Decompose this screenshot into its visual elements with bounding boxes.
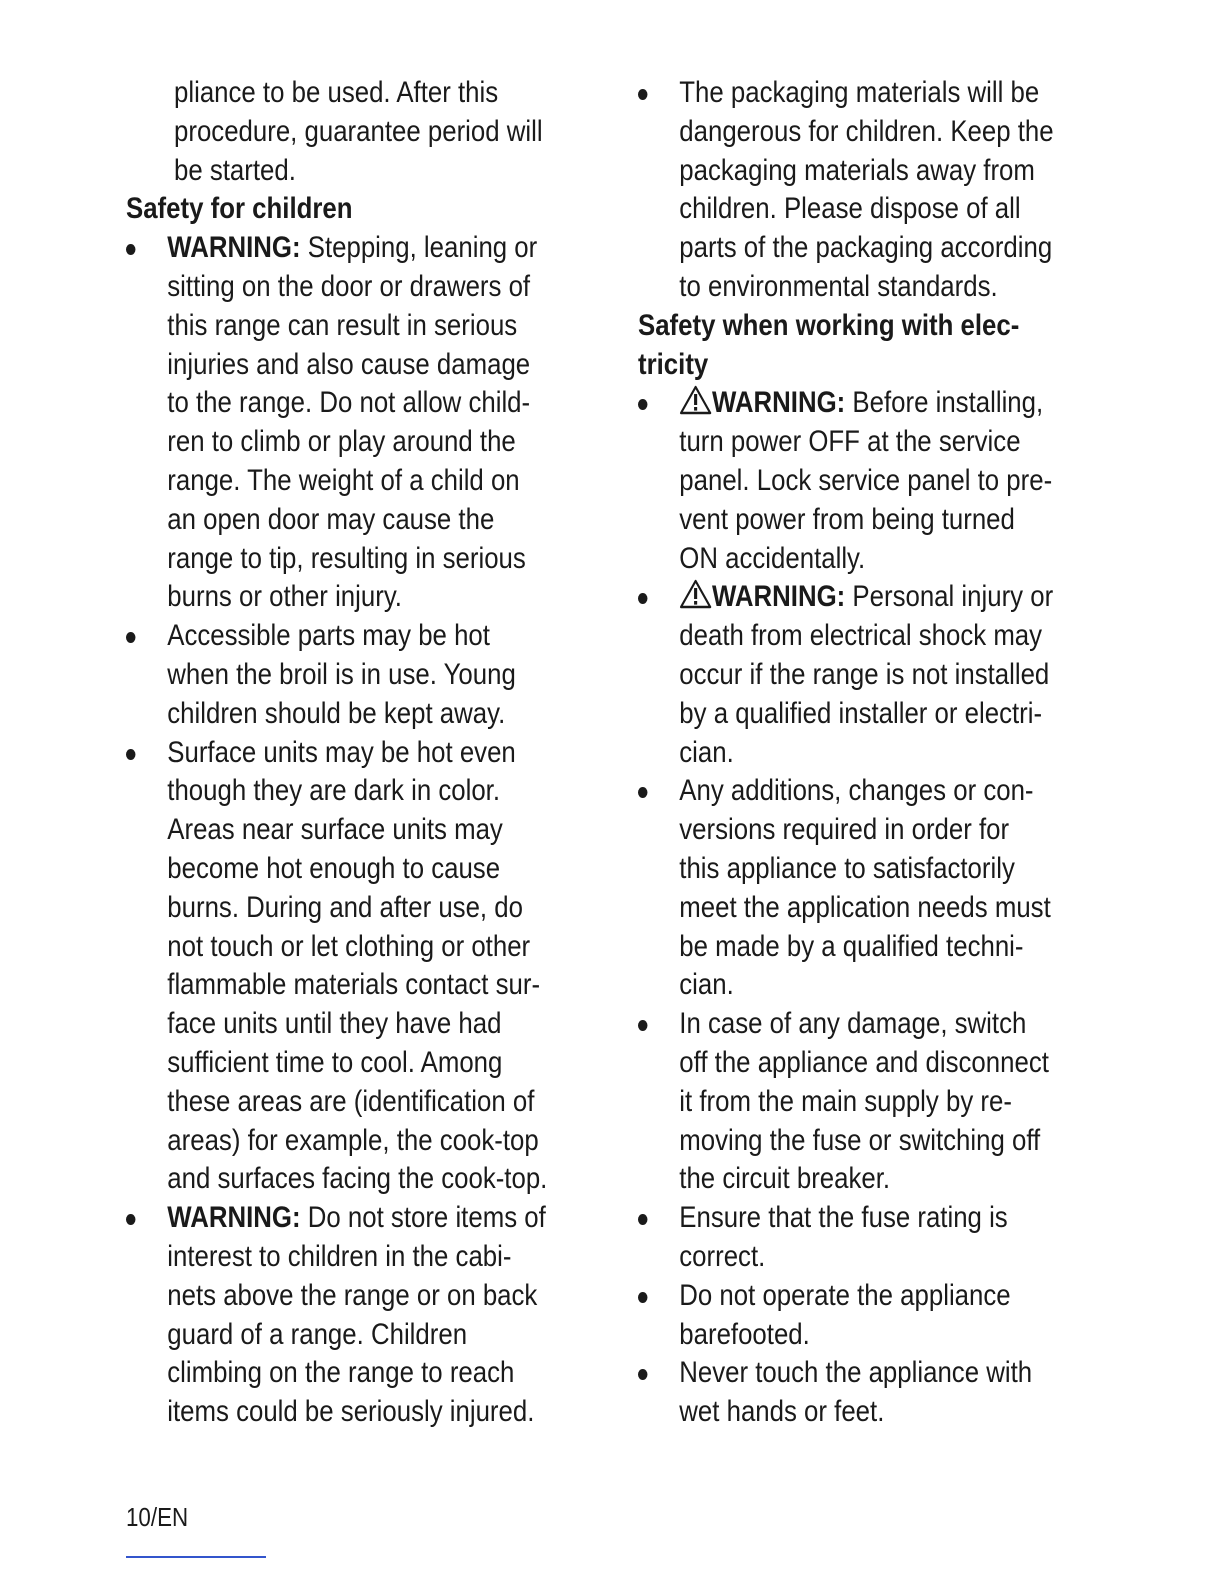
text-line: face units until they have had [167,1007,502,1041]
text-line: these areas are (identification of [167,1084,535,1118]
text-line: an open door may cause the [167,502,495,536]
text-line: Ensure that the fuse rating is [679,1201,1008,1235]
list-item [126,1199,595,1432]
text-line: Accessible parts may be hot [167,619,490,653]
warning-label: WARNING: [711,580,846,614]
packaging-list [638,74,1097,307]
text-line: procedure, guarantee period will [174,114,543,148]
bullet-icon [126,749,135,760]
list-item [638,74,1097,307]
bullet-icon [126,632,135,643]
text-line: moving the fuse or switching off [679,1123,1041,1157]
continued-paragraph [174,74,643,190]
text-line: it from the main supply by re- [679,1084,1012,1118]
bullet-icon [638,1292,647,1303]
text-line: Any additions, changes or con- [679,774,1034,808]
text-line: Areas near surface units may [167,813,503,847]
text-line: when the broil is in use. Young [167,657,516,691]
text-line: meet the application needs must [679,890,1051,924]
bullet-icon [126,244,135,255]
footer-rule [126,1556,266,1558]
warning-label: WARNING: [711,386,846,420]
bullet-icon [638,89,647,100]
text-line: burns or other injury. [167,580,402,614]
text-line: though they are dark in color. [167,774,501,808]
text-line: nets above the range or on back [167,1278,538,1312]
text-line: turn power OFF at the service [679,425,1021,459]
bullet-icon [638,1214,647,1225]
text-line: children. Please dispose of all [679,192,1021,226]
warning-label: WARNING: [167,231,301,265]
text-line: Do not operate the appliance [679,1278,1011,1312]
list-item [638,578,1097,772]
text-line: this appliance to satisfactorily [679,851,1015,885]
text-line: be made by a qualified techni- [679,929,1024,963]
list-item [638,1199,1097,1277]
list-item [638,1005,1097,1199]
text-line: guard of a range. Children [167,1317,468,1351]
text-line: ren to climb or play around the [167,425,516,459]
text-line: Stepping, leaning or [307,231,538,265]
bullet-icon [638,1020,647,1031]
text-line: wet hands or feet. [679,1395,885,1429]
text-line: injuries and also cause damage [167,347,531,381]
text-line: In case of any damage, switch [679,1007,1027,1041]
warning-triangle-icon [679,385,712,415]
list-item [638,772,1097,1005]
text-line: climbing on the range to reach [167,1356,515,1390]
text-line: range. The weight of a child on [167,463,520,497]
list-item [638,1277,1097,1355]
warning-label: WARNING: [167,1201,301,1235]
bullet-icon [638,787,647,798]
list-item [126,734,595,1200]
text-line: Personal injury or [852,580,1054,614]
text-line: interest to children in the cabi- [167,1239,512,1273]
text-line: vent power from being turned [679,502,1015,536]
list-item [638,384,1097,578]
text-line: by a qualified installer or electri- [679,696,1043,730]
text-line: flammable materials contact sur- [167,968,541,1002]
text-line: and surfaces facing the cook-top. [167,1162,548,1196]
bullet-icon [638,1369,647,1380]
text-line: this range can result in serious [167,308,518,342]
text-line: versions required in order for [679,813,1010,847]
list-item [126,229,595,617]
list-item [638,1354,1097,1432]
text-line: parts of the packaging according [679,231,1053,265]
text-line: be started. [174,153,296,187]
list-item [126,617,595,733]
section-heading-children: Safety for children [126,192,353,226]
text-line: sitting on the door or drawers of [167,269,531,303]
text-line: burns. During and after use, do [167,890,523,924]
text-line: not touch or let clothing or other [167,929,531,963]
text-line: become hot enough to cause [167,851,501,885]
electricity-safety-list [638,384,1097,1432]
bullet-icon [638,593,647,604]
right-column [638,74,1098,1432]
text-line: to environmental standards. [679,269,998,303]
text-line: barefooted. [679,1317,810,1351]
text-line: areas) for example, the cook-top [167,1123,539,1157]
section-heading-electricity [638,307,1097,385]
heading-line: tricity [638,347,709,381]
text-line: packaging materials away from [679,153,1035,187]
bullet-icon [638,399,647,410]
text-line: pliance to be used. After this [174,76,499,109]
text-line: Never touch the appliance with [679,1356,1033,1390]
text-line: to the range. Do not allow child- [167,386,531,420]
text-line: cian. [679,735,734,769]
text-line: dangerous for children. Keep the [679,114,1054,148]
text-line: items could be seriously injured. [167,1395,535,1429]
text-line: the circuit breaker. [679,1162,891,1196]
left-column [126,74,596,1432]
text-line: ON accidentally. [679,541,866,575]
text-line: range to tip, resulting in serious [167,541,526,575]
text-line: Do not store items of [307,1201,546,1235]
bullet-icon [126,1214,135,1225]
text-line: Before installing, [852,386,1044,420]
children-safety-list [126,229,595,1432]
warning-triangle-icon [679,579,712,609]
heading-line: Safety when working with elec- [638,308,1020,342]
text-line: correct. [679,1239,766,1273]
text-line: off the appliance and disconnect [679,1045,1049,1079]
text-line: panel. Lock service panel to pre- [679,463,1053,497]
text-line: death from electrical shock may [679,619,1043,653]
text-line: Surface units may be hot even [167,735,516,769]
text-line: occur if the range is not installed [679,657,1050,691]
text-line: sufficient time to cool. Among [167,1045,503,1079]
text-line: children should be kept away. [167,696,506,730]
page-number: 10/EN [126,1502,189,1532]
text-line: The packaging materials will be [679,76,1040,109]
text-line: cian. [679,968,734,1002]
